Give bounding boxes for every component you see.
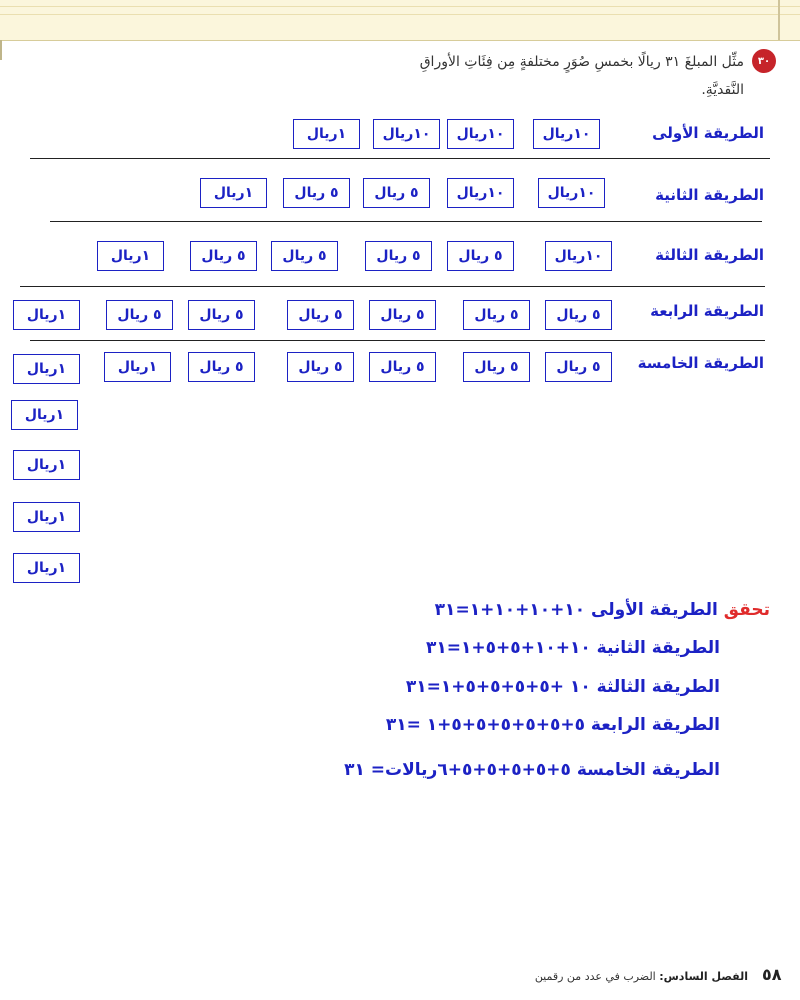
banknote-10-riyal: ١٠ريال <box>447 178 514 208</box>
banknote-5-riyal: ٥ ريال <box>283 178 350 208</box>
banknote-1-riyal: ١ريال <box>11 400 78 430</box>
method-3-label: الطريقة الثالثة <box>655 246 764 264</box>
separator-line <box>30 158 770 159</box>
check-line-3: الطريقة الثالثة ١٠ +٥+٥+٥+٥+١=٣١ <box>405 677 720 697</box>
banknote-5-riyal: ٥ ريال <box>463 300 530 330</box>
check-line-5: الطريقة الخامسة ٥+٥+٥+٥+٥+٦ريالات= ٣١ <box>344 760 720 780</box>
method-5-label: الطريقة الخامسة <box>637 354 764 372</box>
check-heading: تحقق <box>723 600 770 620</box>
top-band-line <box>0 14 800 15</box>
banknote-5-riyal: ٥ ريال <box>365 241 432 271</box>
banknote-1-riyal: ١ريال <box>13 553 80 583</box>
banknote-5-riyal: ٥ ريال <box>287 300 354 330</box>
banknote-10-riyal: ١٠ريال <box>447 119 514 149</box>
method-4-label: الطريقة الرابعة <box>650 302 764 320</box>
banknote-5-riyal: ٥ ريال <box>188 300 255 330</box>
check-line-1 <box>435 600 770 620</box>
banknote-5-riyal: ٥ ريال <box>188 352 255 382</box>
separator-line <box>20 286 765 287</box>
banknote-1-riyal: ١ريال <box>97 241 164 271</box>
banknote-10-riyal: ١٠ريال <box>538 178 605 208</box>
check-line-2: الطريقة الثانية ١٠+١٠+٥+٥+١=٣١ <box>426 638 720 658</box>
banknote-5-riyal: ٥ ريال <box>106 300 173 330</box>
banknote-1-riyal: ١ريال <box>293 119 360 149</box>
banknote-5-riyal: ٥ ريال <box>287 352 354 382</box>
banknote-10-riyal: ١٠ريال <box>373 119 440 149</box>
footer-chapter: الفصل السادس: <box>659 970 748 983</box>
page-top-band <box>0 0 800 41</box>
page-number: ٥٨ <box>762 965 782 984</box>
question-text: مثِّل المبلغَ ٣١ ريالًا بخمسِ صُوَرٍ مختلفةٍ مِن فِئَاتِ الأوراقِ النَّقديَّةِ. <box>419 54 744 98</box>
left-margin-bar <box>0 40 2 60</box>
top-band-marker <box>778 0 780 40</box>
banknote-10-riyal: ١٠ريال <box>533 119 600 149</box>
banknote-5-riyal: ٥ ريال <box>369 300 436 330</box>
check-equation: الطريقة الأولى ١٠+١٠+١٠+١=٣١ <box>434 600 718 620</box>
banknote-5-riyal: ٥ ريال <box>447 241 514 271</box>
top-band-line <box>0 6 800 7</box>
banknote-1-riyal: ١ريال <box>13 502 80 532</box>
banknote-5-riyal: ٥ ريال <box>463 352 530 382</box>
footer-chapter-title <box>535 970 748 983</box>
banknote-1-riyal: ١ريال <box>13 354 80 384</box>
check-line-4: الطريقة الرابعة ٥+٥+٥+٥+٥+٥+١ =٣١ <box>385 715 720 735</box>
banknote-5-riyal: ٥ ريال <box>369 352 436 382</box>
method-2-label: الطريقة الثانية <box>655 186 764 204</box>
banknote-10-riyal: ١٠ريال <box>545 241 612 271</box>
banknote-5-riyal: ٥ ريال <box>271 241 338 271</box>
method-1-label: الطريقة الأولى <box>652 124 764 142</box>
banknote-1-riyal: ١ريال <box>200 178 267 208</box>
question-number-badge: ٣٠ <box>752 49 776 73</box>
banknote-1-riyal: ١ريال <box>104 352 171 382</box>
banknote-5-riyal: ٥ ريال <box>190 241 257 271</box>
banknote-5-riyal: ٥ ريال <box>545 300 612 330</box>
banknote-1-riyal: ١ريال <box>13 450 80 480</box>
banknote-5-riyal: ٥ ريال <box>545 352 612 382</box>
footer-title: الضرب في عدد من رقمين <box>534 970 656 983</box>
banknote-5-riyal: ٥ ريال <box>363 178 430 208</box>
banknote-1-riyal: ١ريال <box>13 300 80 330</box>
separator-line <box>50 221 762 222</box>
separator-line <box>30 340 765 341</box>
